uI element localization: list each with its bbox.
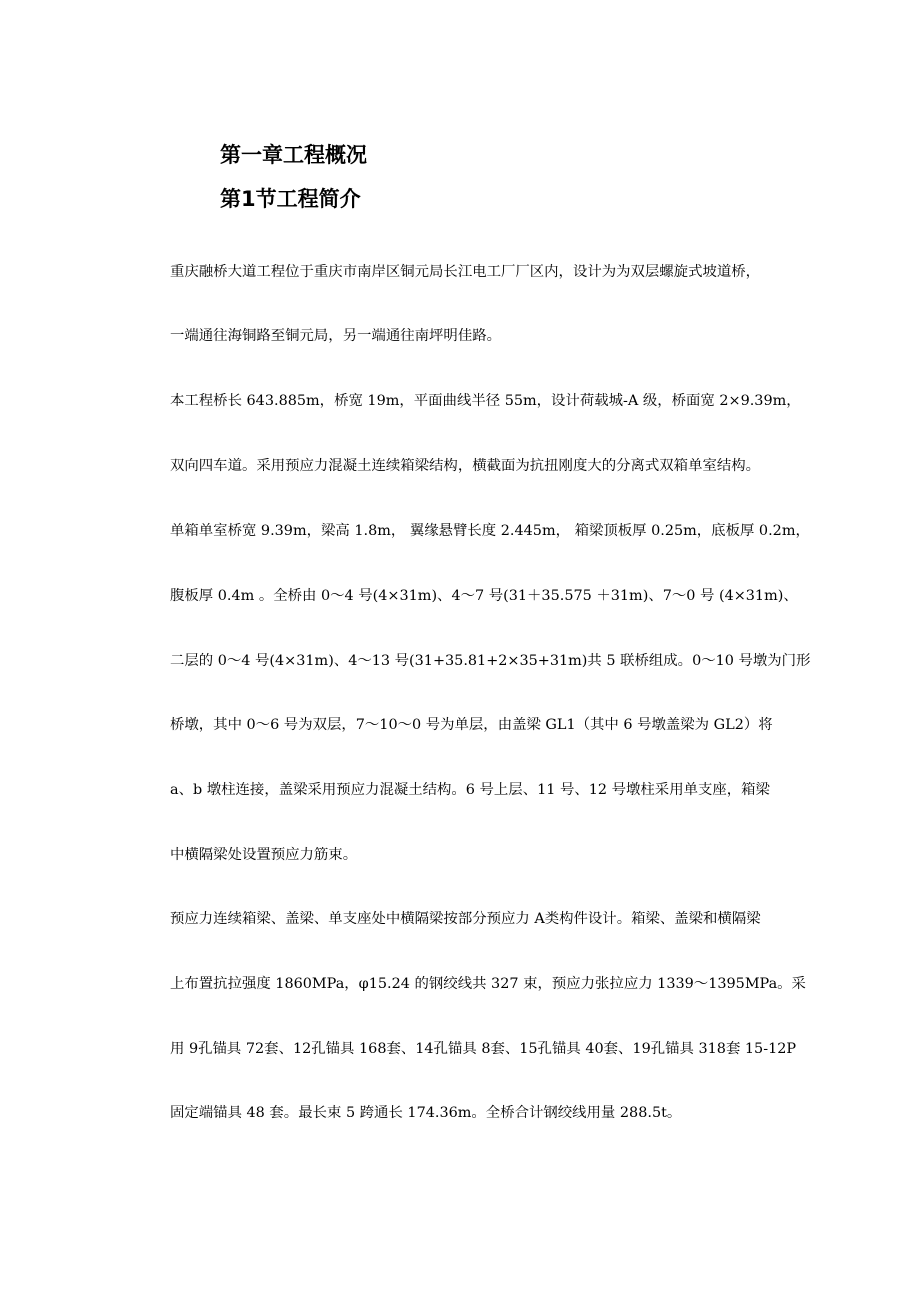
section-title: 第1节工程简介	[220, 187, 361, 211]
body-text-line: 中横隔梁处设置预应力筋束。	[170, 847, 358, 863]
body-text-line: 预应力连续箱梁、盖梁、单支座处中横隔梁按部分预应力 A类构件设计。箱梁、盖梁和横隔梁	[170, 911, 761, 927]
body-text-line: 二层的 0～4 号(4×31m)、4～13 号(31+35.81+2×35+31m)共 5 联桥组成。0～10 号墩为门形	[170, 653, 811, 669]
body-text-line: 单箱单室桥宽 9.39m，梁高 1.8m， 翼缘悬臂长度 2.445m， 箱梁顶板厚 0.25m，底板厚 0.2m，	[170, 523, 810, 539]
body-text-line: 腹板厚 0.4m 。全桥由 0～4 号(4×31m)、4～7 号(31＋35.575 ＋31m)、7～0 号 (4×31m)、	[170, 588, 798, 604]
chapter-title: 第一章工程概况	[220, 143, 367, 167]
body-text-line: 本工程桥长 643.885m，桥宽 19m，平面曲线半径 55m，设计荷载城-A 级，桥面宽 2×9.39m，	[170, 393, 801, 409]
body-text-line: 一端通往海铜路至铜元局，另一端通往南坪明佳路。	[170, 328, 501, 344]
body-text-line: 上布置抗拉强度 1860MPa，φ15.24 的钢绞线共 327 束，预应力张拉应力 1339～1395MPa。采	[170, 976, 806, 992]
body-text-line: a、b 墩柱连接，盖梁采用预应力混凝土结构。6 号上层、11 号、12 号墩柱采用单支座，箱梁	[170, 782, 770, 798]
body-text-line: 固定端锚具 48 套。最长束 5 跨通长 174.36m。全桥合计钢绞线用量 288.5t。	[170, 1105, 682, 1121]
body-text-line: 用 9孔锚具 72套、12孔锚具 168套、14孔锚具 8套、15孔锚具 40套、19孔锚具 318套 15-12P	[170, 1041, 797, 1057]
body-text-line: 双向四车道。采用预应力混凝土连续箱梁结构，横截面为抗扭刚度大的分离式双箱单室结构。	[170, 458, 761, 474]
body-text-line: 重庆融桥大道工程位于重庆市南岸区铜元局长江电工厂厂区内，设计为为双层螺旋式坡道桥，	[170, 264, 761, 280]
body-text-line: 桥墩，其中 0～6 号为双层，7～10～0 号为单层，由盖梁 GL1（其中 6 号墩盖梁为 GL2）将	[170, 717, 773, 733]
